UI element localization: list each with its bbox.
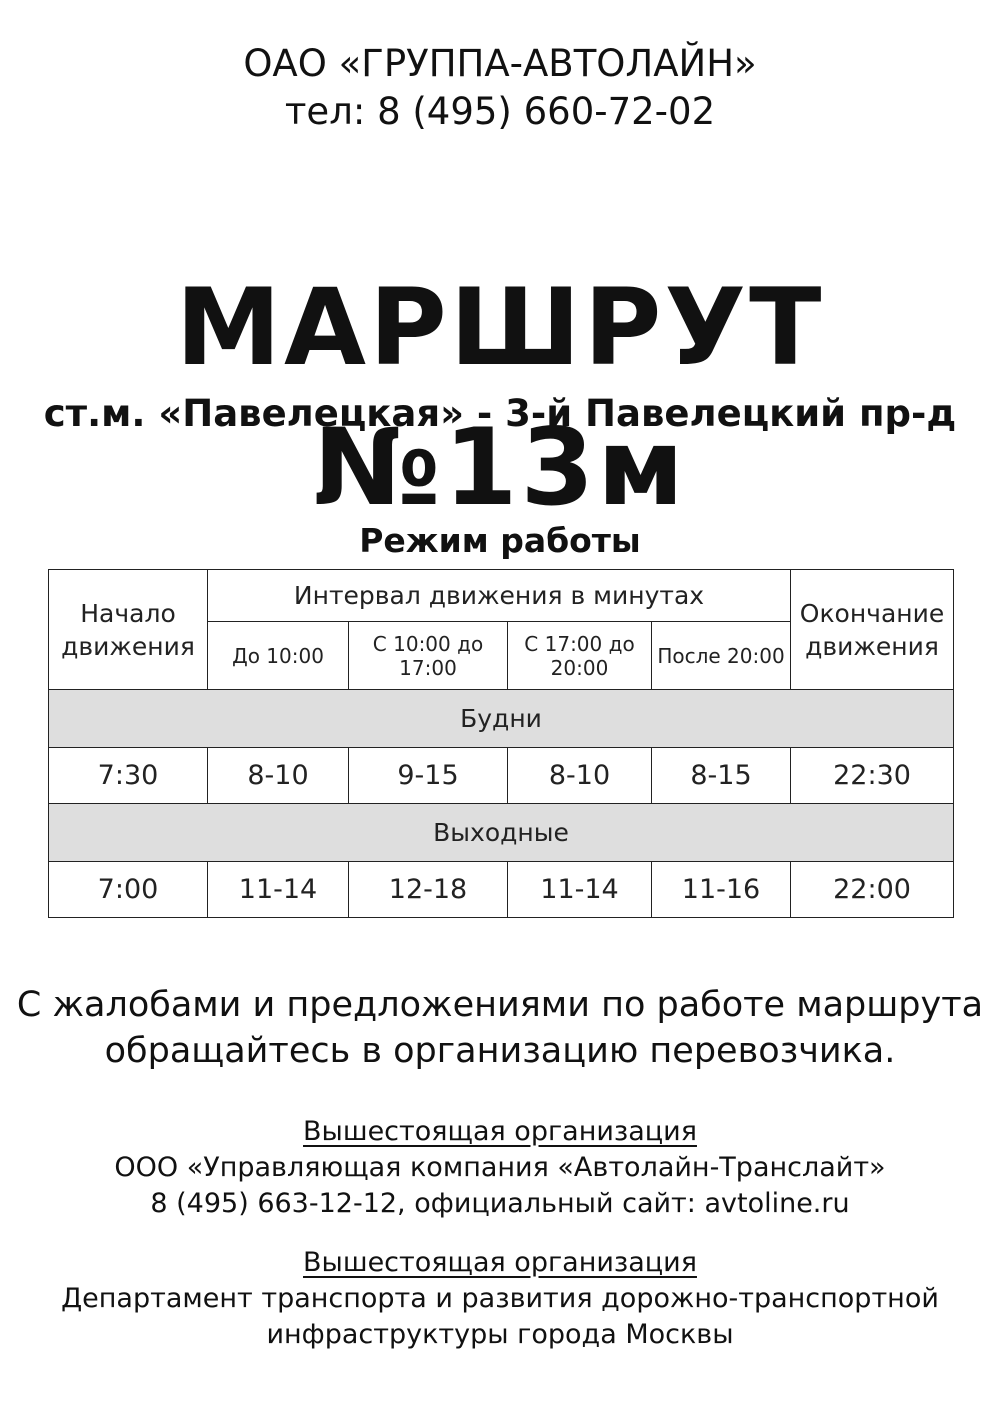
interval-cell: 8-10: [508, 748, 652, 804]
end-time-cell: 22:30: [791, 748, 954, 804]
start-time-cell: 7:30: [49, 748, 208, 804]
interval-cell: 11-14: [208, 862, 349, 918]
interval-cell: 9-15: [349, 748, 508, 804]
section-row-weekends: [49, 804, 954, 862]
interval-cell: 11-14: [508, 862, 652, 918]
section-label: Выходные: [49, 804, 954, 862]
table-row: [49, 862, 954, 918]
parent-organization-2: [0, 1245, 1000, 1353]
organization-name: Департамент транспорта и развития дорожно-транспортной: [61, 1283, 939, 1314]
notice-line: С жалобами и предложениями по работе маршрута: [16, 985, 984, 1025]
interval-cell: 8-15: [652, 748, 791, 804]
interval-column-header: С 17:00 до 20:00: [508, 622, 652, 690]
schedule-table: [48, 569, 954, 918]
start-header: Начало движения: [49, 570, 208, 690]
interval-column-header: До 10:00: [208, 622, 349, 690]
route-title: МАРШРУТ №13м: [175, 266, 825, 529]
interval-header: Интервал движения в минутах: [208, 570, 791, 622]
interval-cell: 11-16: [652, 862, 791, 918]
schedule-title: Режим работы: [359, 521, 641, 560]
section-label: Будни: [49, 690, 954, 748]
organization-name-continued: инфраструктуры города Москвы: [266, 1319, 734, 1350]
start-time-cell: 7:00: [49, 862, 208, 918]
company-header: [0, 40, 1000, 136]
end-header: Окончание движения: [791, 570, 954, 690]
notice-line: обращайтесь в организацию перевозчика.: [104, 1031, 896, 1071]
end-time-cell: 22:00: [791, 862, 954, 918]
company-name: ОАО «ГРУППА-АВТОЛАЙН»: [243, 42, 757, 85]
header-row: [49, 570, 954, 622]
organization-heading: Вышестоящая организация: [303, 1247, 697, 1278]
section-row-weekdays: [49, 690, 954, 748]
route-subtitle: ст.м. «Павелецкая» - 3-й Павелецкий пр-д: [43, 392, 957, 435]
complaints-notice: [0, 982, 1000, 1074]
interval-column-header: С 10:00 до 17:00: [349, 622, 508, 690]
organization-contacts: 8 (495) 663-12-12, официальный сайт: avtoline.ru: [150, 1188, 850, 1219]
interval-cell: 8-10: [208, 748, 349, 804]
table-row: [49, 748, 954, 804]
company-phone: тел: 8 (495) 660-72-02: [284, 90, 716, 133]
interval-cell: 12-18: [349, 862, 508, 918]
interval-column-header: После 20:00: [652, 622, 791, 690]
organization-heading: Вышестоящая организация: [303, 1116, 697, 1147]
organization-name: ООО «Управляющая компания «Автолайн-Транслайт»: [114, 1152, 886, 1183]
parent-organization-1: [0, 1114, 1000, 1222]
